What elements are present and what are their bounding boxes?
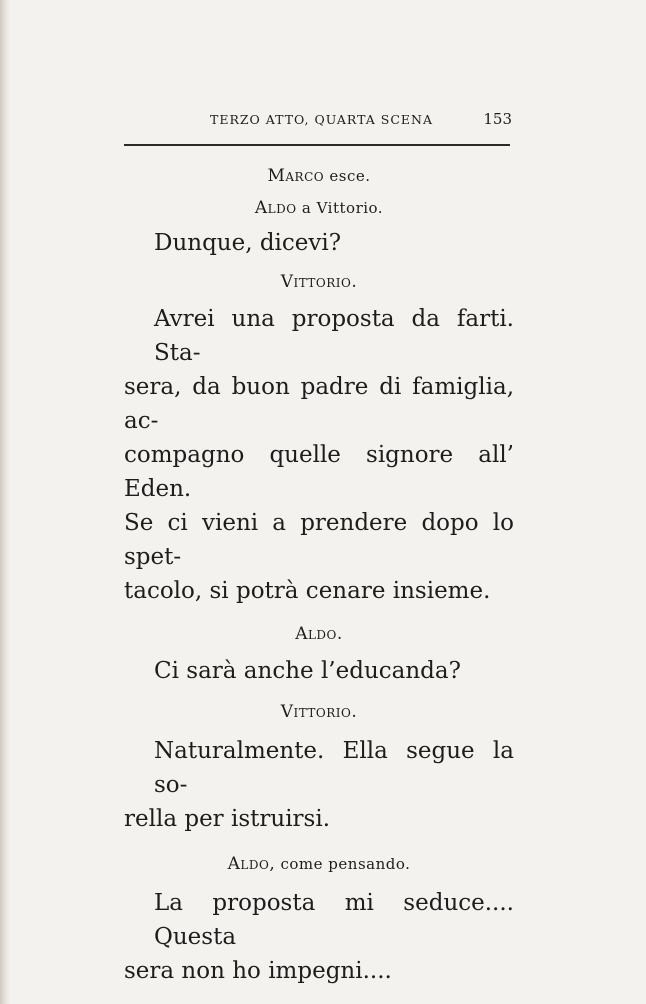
speech-line: Avrei una proposta da farti. Sta- <box>154 305 514 366</box>
speech-line: sera non ho impegni.... <box>124 957 392 984</box>
speech-line: Se ci vieni a prendere dopo lo spet- <box>124 509 514 570</box>
speech-line: Naturalmente. Ella segue la so- <box>154 737 514 798</box>
speech-line: sera, da buon padre di famiglia, ac- <box>124 373 514 434</box>
cue-speaker: Vittorio. <box>280 701 358 722</box>
stage-cue <box>124 702 514 722</box>
speech-block <box>124 886 514 988</box>
cue-direction: come pensando. <box>280 854 411 873</box>
running-head-title: TERZO ATTO, QUARTA SCENA <box>210 112 433 127</box>
stage-cue <box>124 198 514 218</box>
running-head <box>124 110 514 130</box>
speech-line: compagno quelle signore all’ Eden. <box>124 441 514 502</box>
speech-block <box>124 654 514 688</box>
page-binding-edge <box>0 0 10 1004</box>
cue-speaker: Vittorio. <box>280 271 358 292</box>
cue-direction: a Vittorio. <box>301 198 384 217</box>
stage-cue <box>124 854 514 874</box>
speech-line: tacolo, si potrà cenare insieme. <box>124 577 491 604</box>
cue-speaker: Marco <box>267 165 325 186</box>
speech-block <box>124 734 514 836</box>
speech-line: Dunque, dicevi? <box>154 229 342 256</box>
speech-line: La proposta mi seduce.... Questa <box>154 889 514 950</box>
book-page <box>124 110 514 988</box>
speech-block <box>124 302 514 608</box>
speech-line: rella per istruirsi. <box>124 805 331 832</box>
cue-speaker: Aldo. <box>295 623 343 644</box>
cue-speaker: Aldo, <box>227 853 276 874</box>
stage-cue <box>124 624 514 644</box>
speech-block <box>124 226 514 260</box>
page-number: 153 <box>483 110 512 128</box>
cue-direction: esce. <box>329 166 371 185</box>
stage-cue <box>124 166 514 186</box>
cue-speaker: Aldo <box>254 197 297 218</box>
stage-cue <box>124 272 514 292</box>
header-rule <box>124 144 510 146</box>
speech-line: Ci sarà anche l’educanda? <box>154 657 461 684</box>
